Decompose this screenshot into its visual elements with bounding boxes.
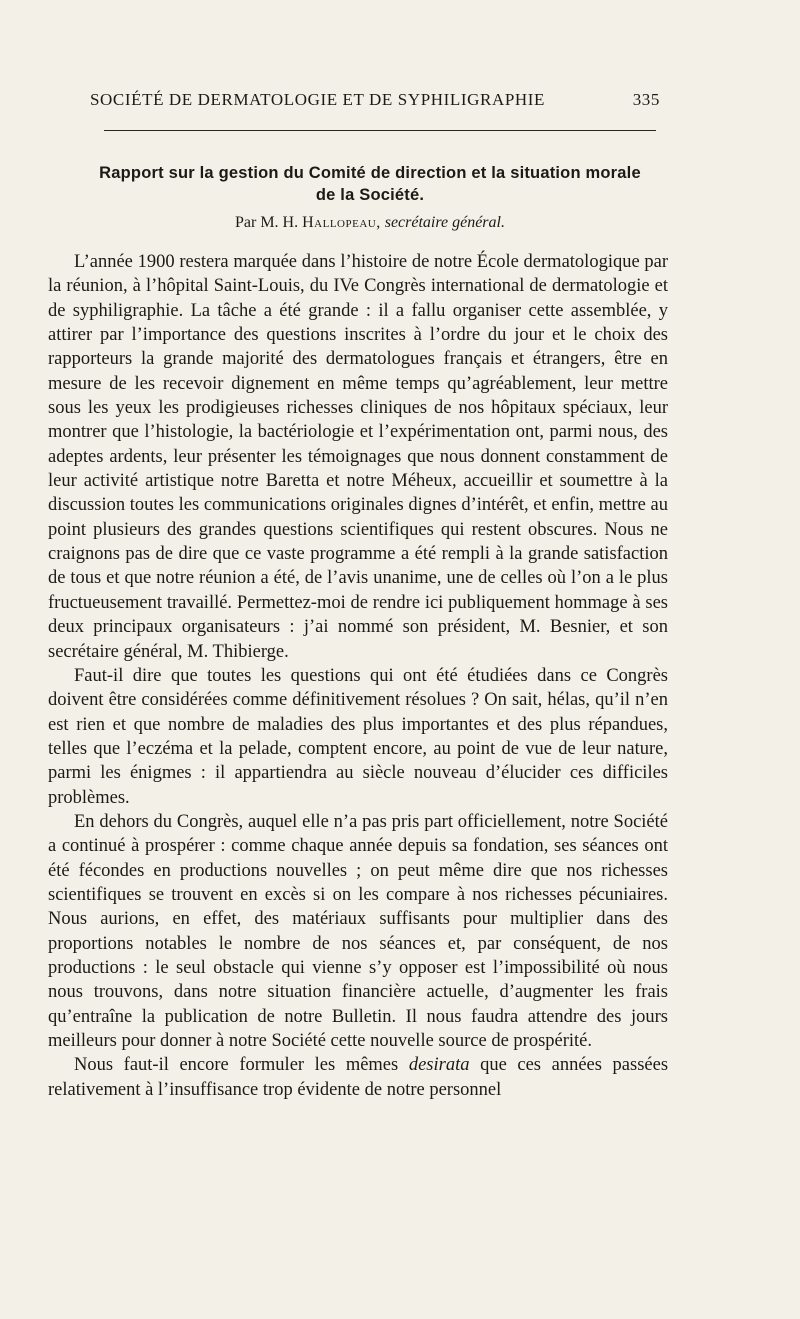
byline — [40, 214, 700, 232]
paragraph-1: L’année 1900 restera marquée dans l’histoire de notre École dermatologique par la réunion, à l’hôpital Saint-Louis, du IVe Congrès international de dermatologie et de syphiligraphie. La tâche a été grande : il a fallu organiser cette assemblée, y attirer par l’importance des questions inscrites à l’ordre du jour et le choix des rapporteurs la grande majorité des dermatologues français et étrangers, être en mesure de les recevoir dignement en même temps qu’agréablement, leur mettre sous les yeux les prodigieuses richesses cliniques de nos hôpitaux spéciaux, leur montrer que l’histologie, la bactériologie et l’expérimentation ont, parmi nous, des adeptes ardents, leur présenter les témoignages que nous donnent constamment de leur activité artistique notre Baretta et notre Méheux, accueillir et soumettre à la discussion toutes les communications originales dignes d’intérêt, et enfin, mettre au point plusieurs des grandes questions scientifiques qui restent obscures. Nous ne craignons pas de dire que ce vaste programme a été rempli à la grande satisfaction de tous et que notre réunion a été, de l’avis unanime, une de celles où l’on a le plus fructueusement travaillé. Permettez-moi de rendre ici publiquement hommage à ses deux principaux organisateurs : j’ai nommé son président, M. Besnier, et son secrétaire général, M. Thibierge. — [48, 252, 668, 662]
paragraph-3: En dehors du Congrès, auquel elle n’a pas pris part officiellement, notre Société a continué à prospérer : comme chaque année depuis sa fondation, ses séances ont été fécondes en productions nouvelles ; on peut même dire que nos richesses scientifiques se trouvent en excès si on les compare à nos richesses pécuniaires. Nous aurions, en effet, des matériaux suffisants pour multiplier dans des proportions notables le nombre de nos séances et, par conséquent, de nos productions : le seul obstacle qui vienne s’y opposer est l’impossibilité où nous nous trouvons, dans notre situation financière actuelle, d’augmenter les frais qu’entraîne la publication de notre Bulletin. Il nous faudra attendre des jours meilleurs pour donner à notre Société cette nouvelle source de prospérité. — [48, 811, 668, 1051]
byline-par: Par M. H. — [235, 214, 299, 231]
paragraph-2: Faut-il dire que toutes les questions qui ont été étudiées dans ce Congrès doivent être considérées comme définitivement résolues ? On sait, hélas, qu’il n’en est rien et que nombre de maladies des plus importantes et des plus répandues, telles que l’eczéma et la pelade, comptent encore, au point de vue de leur nature, parmi les énigmes : il appartiendra au siècle nouveau d’élucider ces difficiles problèmes. — [48, 665, 668, 808]
article-title-line-2: de la Société. — [315, 186, 425, 204]
running-title: SOCIÉTÉ DE DERMATOLOGIE ET DE SYPHILIGRAPHIE — [90, 90, 546, 109]
paragraph-4-italic: desirata — [408, 1055, 470, 1076]
paragraph-4 — [48, 1053, 668, 1102]
author-name: Hallopeau, — [302, 214, 381, 231]
article-title — [40, 162, 700, 206]
page-number: 335 — [632, 90, 660, 109]
running-head — [90, 90, 660, 110]
header-rule — [104, 130, 656, 131]
author-role: secrétaire général. — [384, 214, 505, 231]
article-body — [48, 250, 668, 1102]
paragraph-4-start: Nous faut-il encore formuler les mêmes — [74, 1055, 399, 1076]
paragraph-4-end: que ces années passées relativement à l’insuffisance trop évidente de notre personnel — [48, 1055, 669, 1100]
article-title-line-1: Rapport sur la gestion du Comité de direction et la situation morale — [99, 164, 641, 182]
